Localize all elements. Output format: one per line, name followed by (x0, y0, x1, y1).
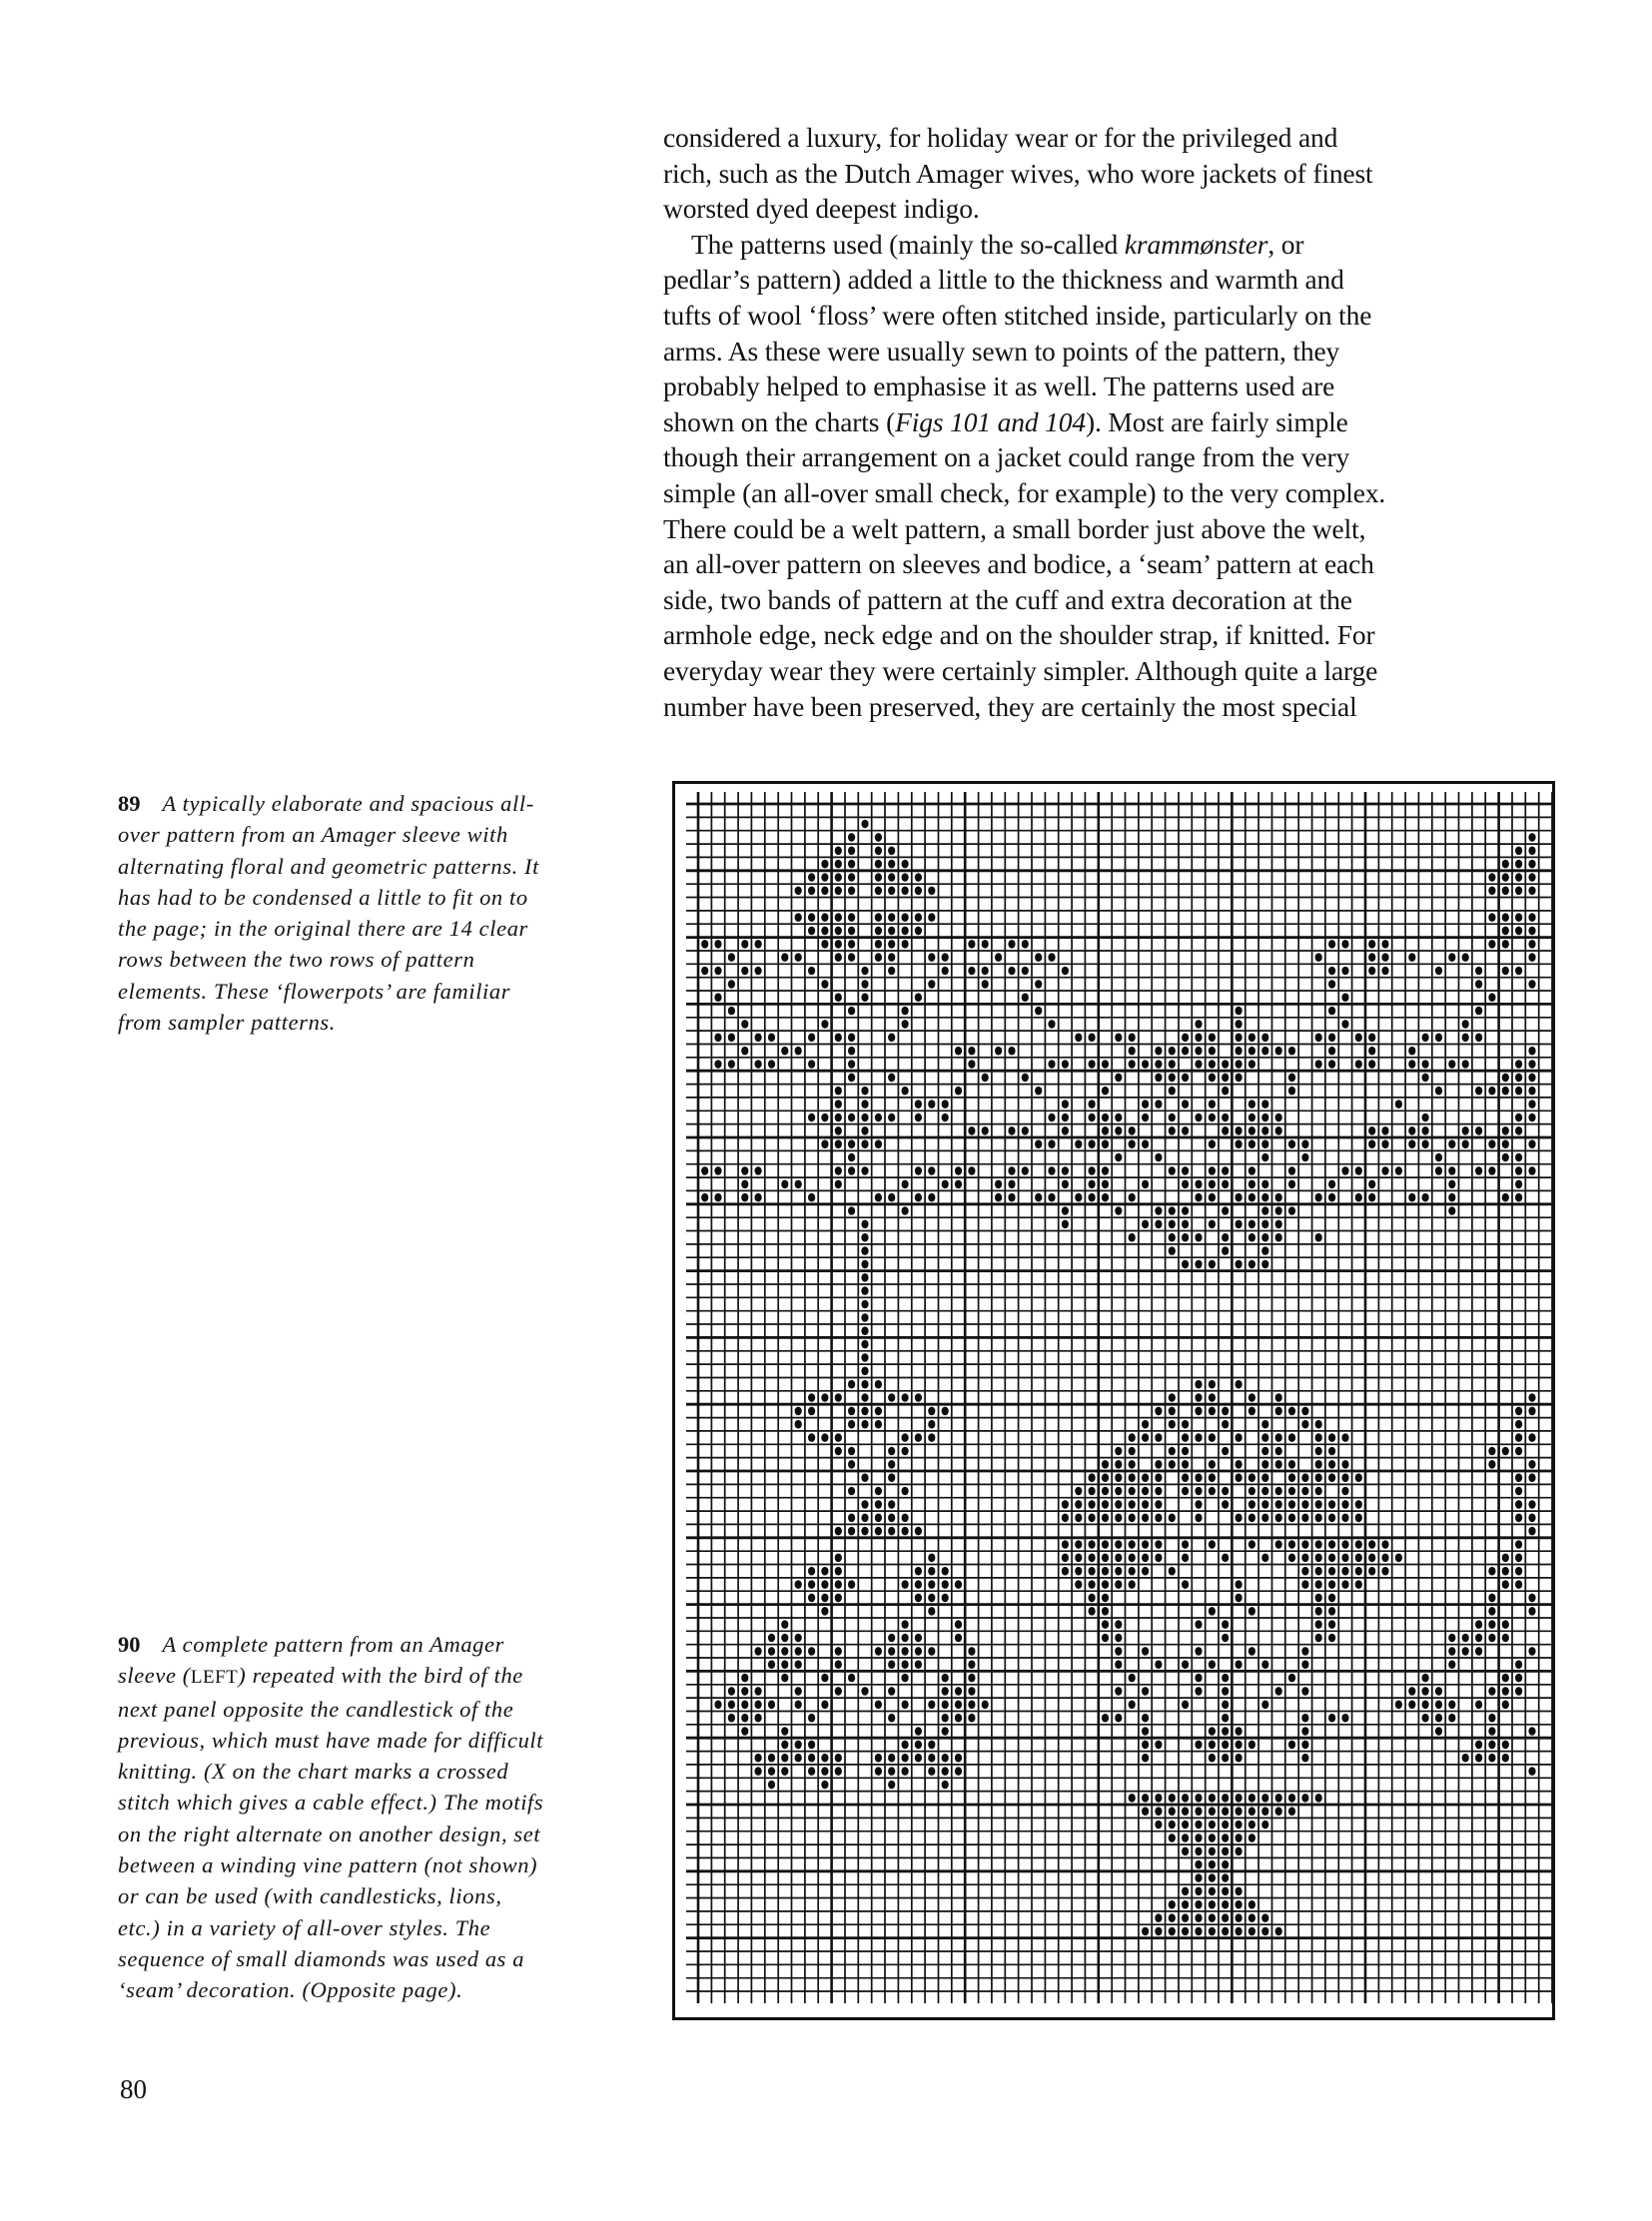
caption-line: ‘seam’ decoration. (Opposite page). (118, 1977, 463, 2003)
caption-line: the page; in the original there are 14 clear (118, 916, 528, 942)
text-line: an all-over pattern on sleeves and bodice, a ‘seam’ pattern at each (663, 548, 1374, 580)
caption-line: sequence of small diamonds was used as a (118, 1945, 525, 1971)
caption-line (118, 1660, 617, 1693)
caption-text: A complete pattern from an Amager (162, 1632, 504, 1657)
text-line: arms. As these were usually sewn to points of the pattern, they (663, 335, 1340, 367)
caption-fig-89 (118, 788, 617, 1038)
caption-line: over pattern from an Amager sleeve with (118, 822, 508, 848)
figure-reference: Figs 101 and 104 (895, 405, 1086, 437)
paragraph-2 (663, 227, 1542, 724)
text-fragment: , or (1267, 228, 1304, 260)
text-line: number have been preserved, they are certainly the most special (663, 690, 1357, 722)
caption-text: ) repeated with the bird of the (238, 1663, 523, 1689)
text-fragment: shown on the charts ( (663, 405, 896, 437)
text-line: There could be a welt pattern, a small border just above the welt, (663, 512, 1366, 544)
text-line: considered a luxury, for holiday wear or for the privileged and (663, 122, 1338, 153)
body-text (663, 120, 1542, 724)
text-line: worsted dyed deepest indigo. (663, 193, 980, 225)
text-line: everyday wear they were certainly simpler. Although quite a large (663, 654, 1378, 686)
caption-line: previous, which must have made for difficult (118, 1727, 544, 1753)
text-line: tufts of wool ‘floss’ were often stitched inside, particularly on the (663, 299, 1372, 331)
text-line: probably helped to emphasise it as well. The patterns used are (663, 370, 1335, 402)
caption-line: stitch which gives a cable effect.) The motifs (118, 1790, 544, 1816)
text-line: armhole edge, neck edge and on the shoulder strap, if knitted. For (663, 619, 1375, 651)
caption-line: elements. These ‘flowerpots’ are familiar (118, 978, 511, 1004)
knitting-chart-grid (675, 784, 1552, 2017)
caption-text: A typically elaborate and spacious all- (162, 791, 534, 816)
small-caps-left: LEFT (190, 1667, 239, 1689)
caption-line: between a winding vine pattern (not shown) (118, 1852, 538, 1878)
caption-line: knitting. (X on the chart marks a crossed (118, 1759, 509, 1785)
text-line: side, two bands of pattern at the cuff and extra decoration at the (663, 583, 1352, 615)
text-fragment: ). Most are fairly simple (1085, 405, 1348, 437)
caption-line (118, 1629, 617, 1660)
page-number: 80 (120, 2074, 147, 2104)
caption-line (118, 788, 617, 819)
caption-line: rows between the two rows of pattern (118, 947, 475, 973)
caption-fig-90 (118, 1629, 617, 2006)
text-line: rich, such as the Dutch Amager wives, who wore jackets of finest (663, 157, 1373, 189)
text-line: pedlar’s pattern) added a little to the thickness and warmth and (663, 264, 1344, 296)
caption-line: or can be used (with candlesticks, lions, (118, 1883, 502, 1909)
figure-number: 89 (118, 791, 141, 816)
text-line (663, 227, 1542, 263)
caption-line: has had to be condensed a little to fit on to (118, 884, 528, 910)
caption-line: next panel opposite the candlestick of the (118, 1696, 514, 1722)
caption-line: on the right alternate on another design, set (118, 1821, 541, 1847)
caption-line: alternating floral and geometric patterns. It (118, 853, 539, 879)
caption-line: etc.) in a variety of all-over styles. The (118, 1914, 491, 1940)
italic-term: krammønster (1124, 228, 1268, 260)
figure-number: 90 (118, 1632, 141, 1657)
caption-line: from sampler patterns. (118, 1010, 336, 1036)
text-line (663, 404, 1542, 440)
paragraph-1 (663, 120, 1542, 227)
text-line: simple (an all-over small check, for example) to the very complex. (663, 476, 1386, 508)
knitting-chart-frame (672, 781, 1555, 2020)
caption-text: sleeve ( (118, 1663, 191, 1689)
text-fragment: The patterns used (mainly the so-called (691, 228, 1125, 260)
text-line: though their arrangement on a jacket could range from the very (663, 441, 1350, 473)
